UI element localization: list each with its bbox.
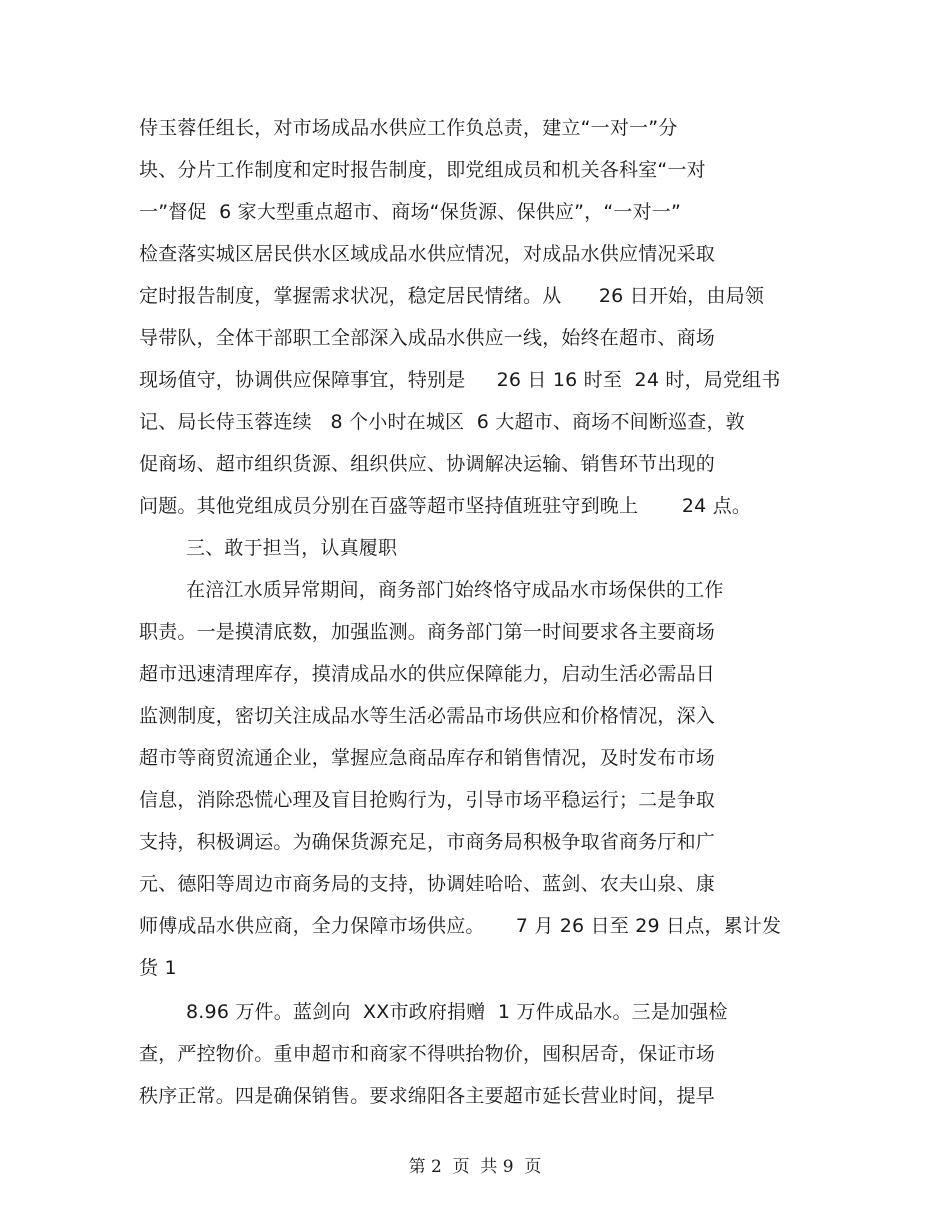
paragraph-line: 在涪江水质异常期间，商务部门始终恪守成品水市场保供的工作 [186,579,724,601]
paragraph-line: 促商场、超市组织货源、组织供应、协调解决运输、销售环节出现的 [139,453,716,475]
page-number-footer: 第 2 页 共 9 页 [408,1157,542,1177]
paragraph-line: 记、局长侍玉蓉连续 8 个小时在城区 6 大超市、商场不间断巡查，敦 [139,411,745,433]
paragraph-line: 导带队，全体干部职工全部深入成品水供应一线，始终在超市、商场 [139,327,716,349]
paragraph-line: 秩序正常。四是确保销售。要求绵阳各主要超市延长营业时间，提早 [139,1085,716,1107]
paragraph-line: 问题。其他党组成员分别在百盛等超市坚持值班驻守到晚上 24 点。 [139,495,752,517]
paragraph-line: 监测制度，密切关注成品水等生活必需品市场供应和价格情况，深入 [139,705,716,727]
paragraph-line: 定时报告制度，掌握需求状况，稳定居民情绪。从 26 日开始，由局领 [139,285,765,307]
paragraph-line: 侍玉蓉任组长，对市场成品水供应工作负总责，建立“一对一”分 [139,117,678,139]
paragraph-line: 支持，积极调运。为确保货源充足，市商务局积极争取省商务厅和广 [139,831,716,853]
paragraph-line: 职责。一是摸清底数，加强监测。商务部门第一时间要求各主要商场 [139,621,716,643]
paragraph-line: 元、德阳等周边市商务局的支持，协调娃哈哈、蓝剑、农夫山泉、康 [139,873,716,895]
paragraph-line: 块、分片工作制度和定时报告制度，即党组成员和机关各科室“一对 [139,159,706,181]
paragraph-line: 8.96 万件。蓝剑向 XX市政府捐赠 1 万件成品水。三是加强检 [186,1001,728,1023]
paragraph-line: 货 1 [139,957,177,979]
paragraph-line: 检查落实城区居民供水区域成品水供应情况，对成品水供应情况采取 [139,243,716,265]
paragraph-line: 查，严控物价。重申超市和商家不得哄抬物价，囤积居奇，保证市场 [139,1043,716,1065]
paragraph-line: 信息，消除恐慌心理及盲目抢购行为，引导市场平稳运行；二是争取 [139,789,716,811]
paragraph-line: 超市等商贸流通企业，掌握应急商品库存和销售情况，及时发布市场 [139,747,716,769]
section-heading: 三、敢于担当，认真履职 [186,537,398,559]
paragraph-line: 师傅成品水供应商，全力保障市场供应。 7 月 26 日至 29 日点，累计发 [139,915,782,937]
paragraph-line: 超市迅速清理库存，摸清成品水的供应保障能力，启动生活必需品日 [139,663,716,685]
paragraph-line: 现场值守，协调供应保障事宜，特别是 26 日 16 时至 24 时，局党组书 [139,369,781,391]
paragraph-line: 一”督促 6 家大型重点超市、商场“保货源、保供应”，“一对一” [139,201,682,223]
